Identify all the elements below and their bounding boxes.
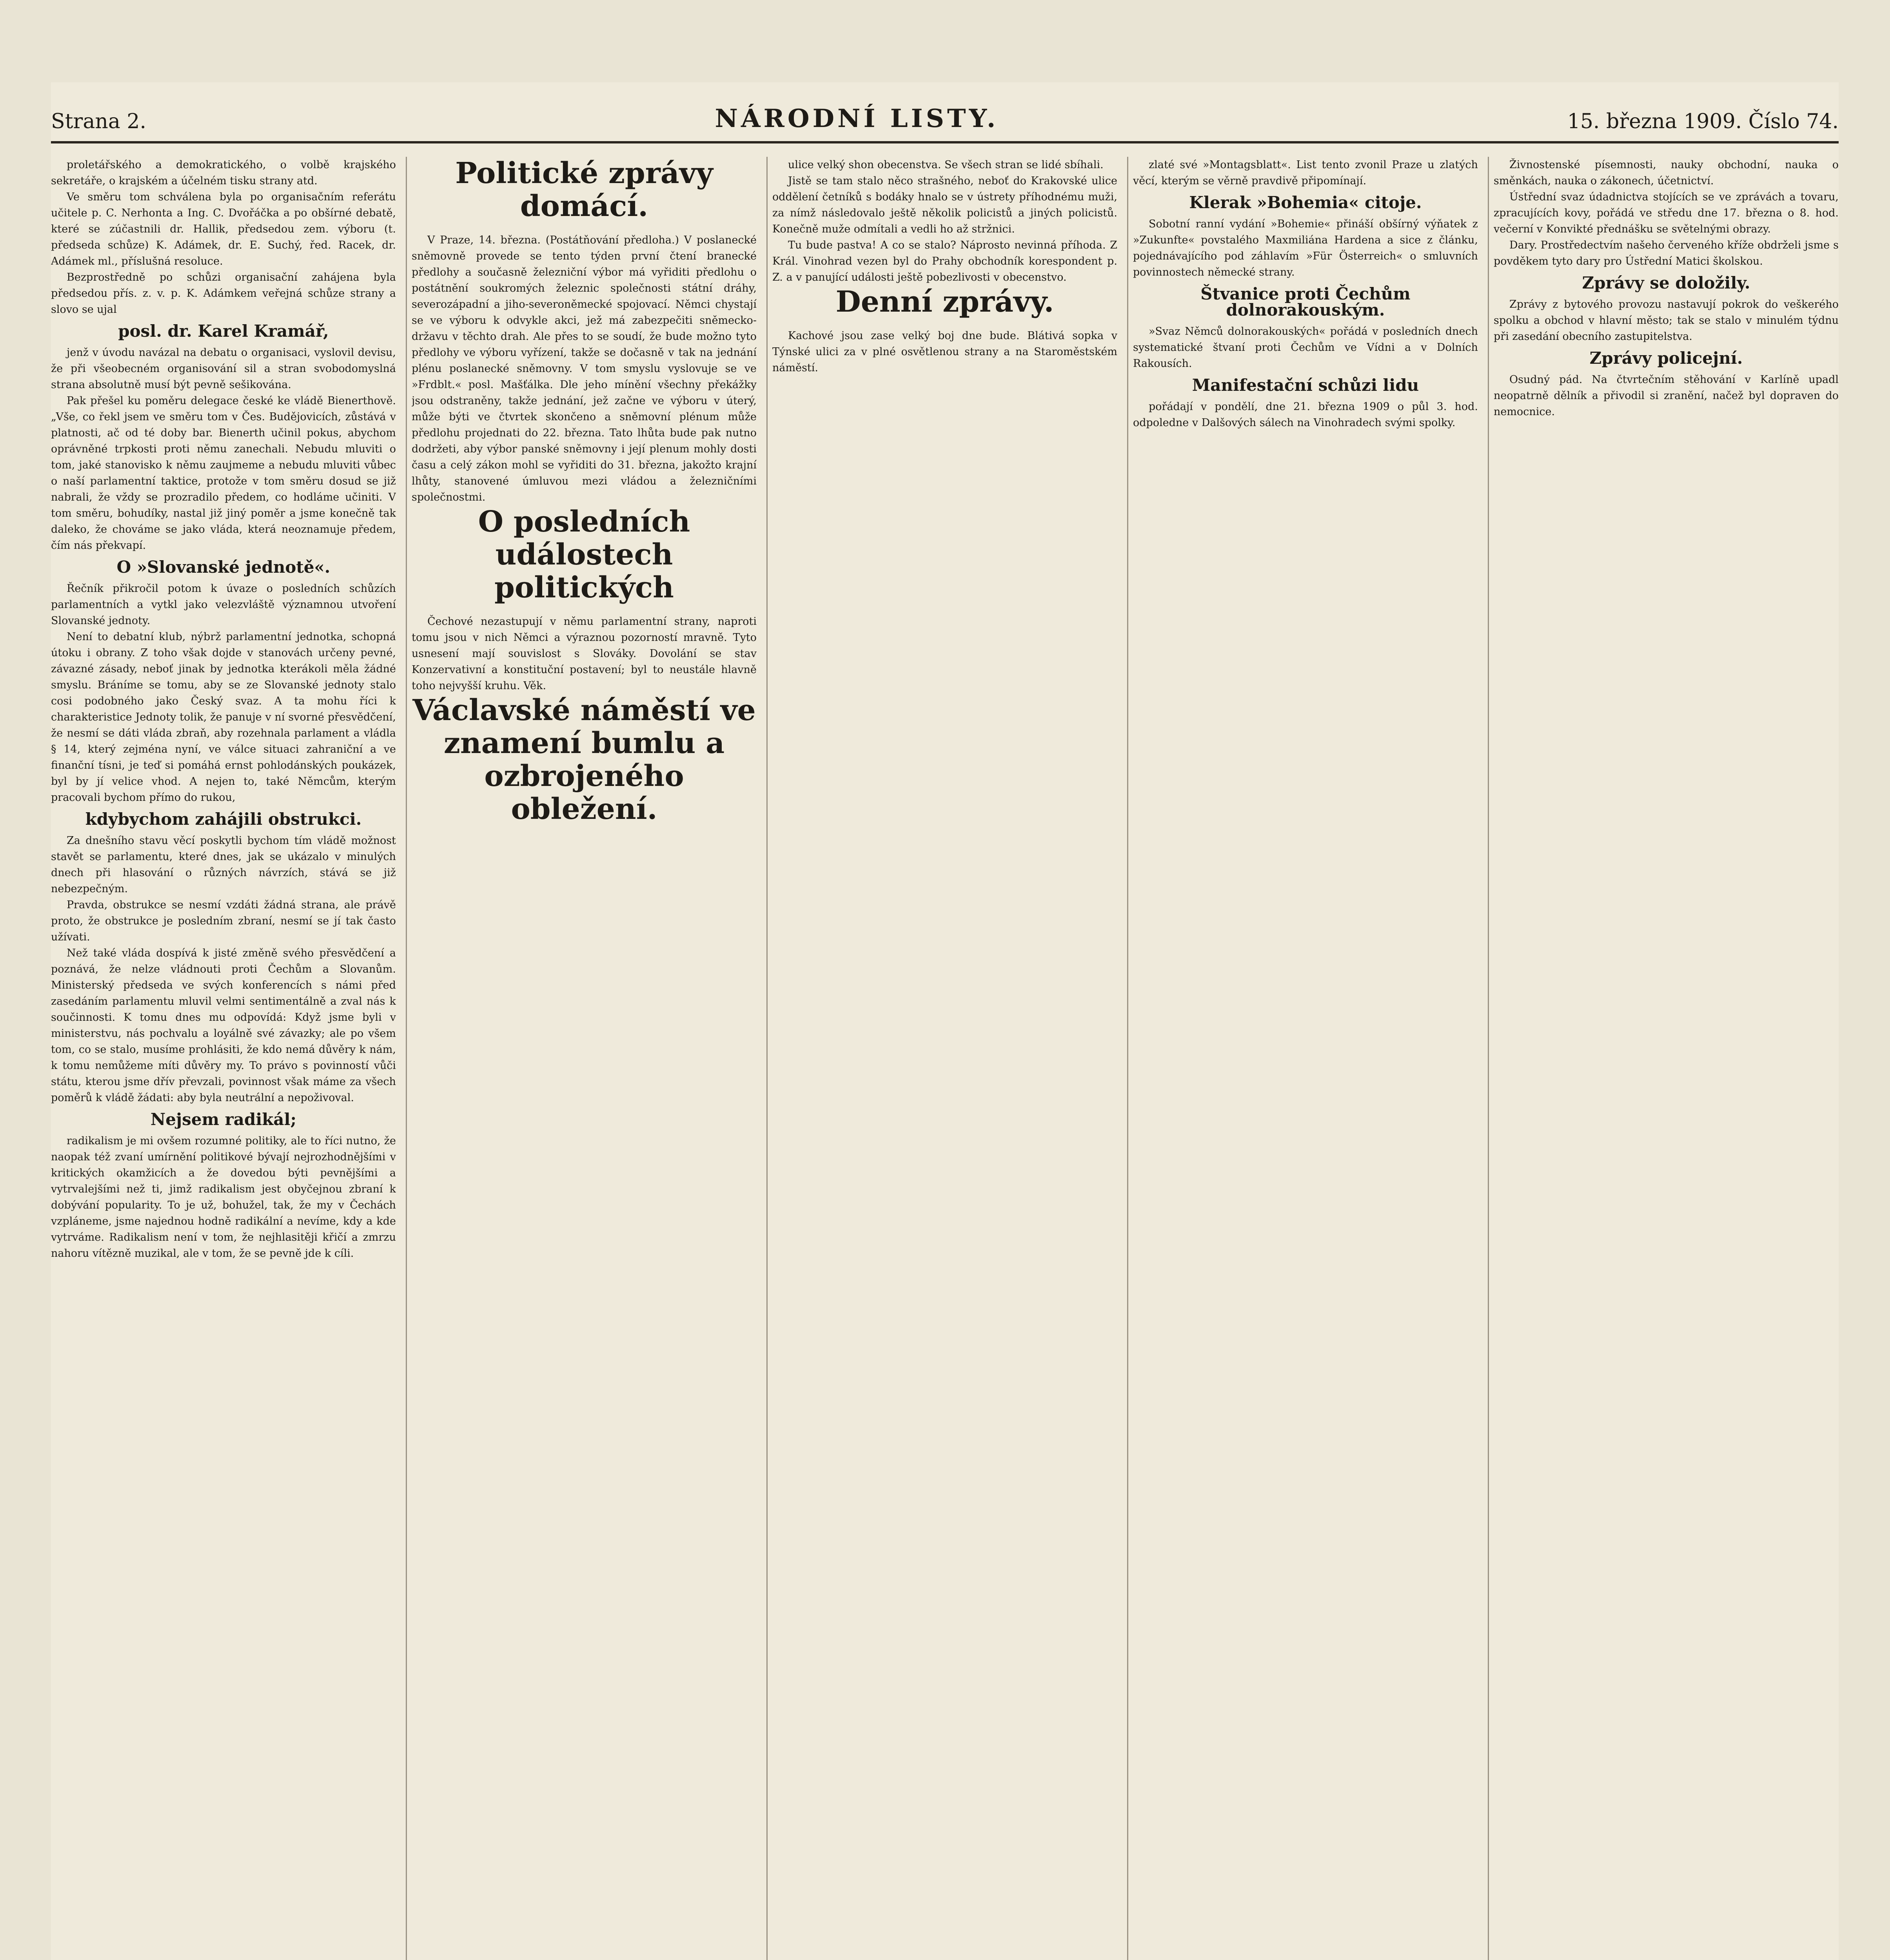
- column-3: [772, 157, 1117, 1960]
- paragraph: pořádají v pondělí, dne 21. března 1909 o půl 3. hod. odpoledne v Dalšových sálech na Vinohradech svými spolky.: [1133, 401, 1478, 429]
- paragraph: Osudný pád. Na čtvrtečním stěhování v Karlíně upadl neopatrně dělník a přivodil si zranění, načež byl dopraven do nemocnice.: [1494, 374, 1839, 418]
- section-heading: Zprávy se doložily.: [1582, 273, 1750, 292]
- paragraph: Jistě se tam stalo něco strašného, neboť do Krakovské ulice oddělení četníků s bodáky hnalo se v ústrety příhodnému muži, za nímž následovalo ještě několik policistů a jiných policistů. Konečně muže odmítali a vedli ho až stržnici.: [772, 175, 1117, 235]
- page-number: Strana 2.: [51, 110, 147, 133]
- paragraph: radikalism je mi ovšem rozumné politiky, ale to říci nutno, že naopak též zvaní umírnění politikové bývají nejrozhodnějšími v kritických okamžicích a že dovedou býti pevnějšími a vytrvalejšími než ti, jimž radikalism jest obyčejnou zbraní k dobývání popularity. To je už, bohužel, tak, že my v Čechách vzpláneme, jsme najednou hodně radikální a nevíme, kdy a kde vytrváme. Radikalism není v tom, že nejhlasitěji křičí a zmrzu nahoru vítězně muzikal, ale v tom, že se pevně jde k cíli.: [51, 1135, 396, 1259]
- paragraph: Pak přešel ku poměru delegace české ke vládě Bienerthově. „Vše, co řekl jsem ve směru tom v Čes. Budějovicích, zůstává v platnosti, ač od té doby bar. Bienerth učinil pokus, abychom oprávněné trpkosti proti němu zanechali. Nebudu mluviti o tom, jaké stanovisko k němu zaujmeme a nebudu mluviti vůbec o naší parlamentní taktice, protože v tom směru dosud se již nabrali, že vždy se prozradilo předem, co hodláme učiniti. V tom směru, bohudíky, nastal již jiný poměr a jsme konečně tak daleko, že chováme se jako vláda, která neoznamuje předem, čím nás překvapí.: [51, 395, 396, 552]
- paragraph: Pravda, obstrukce se nesmí vzdáti žádná strana, ale právě proto, že obstrukce je posledním zbraní, nesmí se jí tak často užívati.: [51, 899, 396, 943]
- paragraph: Zprávy z bytového provozu nastavují pokrok do veškerého spolku a obchod v hlavní město; tak se stalo v minulém týdnu při zasedání obecního zastupitelstva.: [1494, 298, 1839, 343]
- column-2: [412, 157, 757, 1960]
- column-divider: [766, 157, 768, 1960]
- paragraph: Živnostenské písemnosti, nauky obchodní, nauka o směnkách, nauka o zákonech, účetnictví.: [1494, 159, 1839, 187]
- paragraph: V Praze, 14. března. (Postátňování předloha.) V poslanecké sněmovně provede se tento týden první čtení branecké předlohy a současně železniční výbor má vyřiditi předlohu o postátnění soukromých železnic společnosti státní dráhy, severozápadní a jiho-severoněmecké spojovací. Němci chystají se ve výboru k odvykle akci, jež má zabezpečiti sněmecko-državu v těchto drah. Ale přes to se soudí, že bude možno tyto předlohy ve výboru vyřízení, takže se dočasně v tak na jednání plénu poslanecké sněmovny. V tom smyslu vyslovuje se ve »Frdblt.« posl. Mašťálka. Dle jeho mínění všechny překážky jsou odstraněny, takže jednání, jež začne ve výboru v úterý, může býti ve čtvrtek skončeno a sněmovní plénum může předlohu projednati do 22. března. Tato lhůta bude pak nutno dodržeti, aby výbor panské sněmovny i její plenum mohly dosti času a celý zákon mohl se vyřiditi do 31. března, jakožto krajní lhůty, stanovené úmluvou mezi vládou a železničními společnostmi.: [412, 234, 757, 503]
- column-5: [1494, 157, 1839, 1960]
- column-divider: [1127, 157, 1128, 1960]
- section-heading: posl. dr. Karel Kramář,: [118, 321, 329, 341]
- article-title: Denní zprávy.: [835, 285, 1054, 319]
- article-title: Politické zprávy domácí.: [455, 157, 713, 223]
- column-divider: [406, 157, 407, 1960]
- paragraph: zlaté své »Montagsblatt«. List tento zvonil Praze u zlatých věcí, kterým se věrně pravdivě připomínají.: [1133, 159, 1478, 187]
- paragraph: Řečník přikročil potom k úvaze o posledních schůzích parlamentních a vytkl jako velezvláště významnou utvoření Slovanské jednoty.: [51, 583, 396, 627]
- paragraph: Než také vláda dospívá k jisté změně svého přesvědčení a poznává, že nelze vládnouti proti Čechům a Slovanům. Ministerský předseda ve svých konferencích s námi před zasedáním parlamentu mluvil velmi sentimentálně a zval nás k součinnosti. K tomu dnes mu odpovídá: Když jsme byli v ministerstvu, nás pochvalu a loyálně své závazky; ale po všem tom, co se stalo, musíme prohlásiti, že kdo nemá důvěry k nám, k tomu nemůžeme míti důvěry my. To právo s povinností vůči státu, kterou jsme dřív převzali, povinnost však máme za všech poměrů k vládě žádati: aby byla neutrální a nepoživoval.: [51, 947, 396, 1104]
- paragraph: Kachové jsou zase velký boj dne bude. Blátivá sopka v Týnské ulici za v plné osvětlenou strany a na Staroměstském náměstí.: [772, 330, 1117, 374]
- section-heading: Nejsem radikál;: [150, 1110, 297, 1129]
- newspaper-page: [51, 82, 1839, 1960]
- section-heading: Zprávy policejní.: [1589, 348, 1743, 368]
- paragraph: jenž v úvodu navázal na debatu o organisaci, vyslovil devisu, že při všeobecném organisování sil a stran svobodomyslná strana absolutně musí být pevně sešikována.: [51, 347, 396, 391]
- paragraph: Čechové nezastupují v němu parlamentní strany, naproti tomu jsou v nich Němci a výraznou pozorností mravně. Tyto usnesení mají souvislost s Slováky. Dovolání se stav Konzervativní a konstituční postavení; byl to neustále hlavně toho nejvyšší kruhu. Věk.: [412, 615, 757, 692]
- paragraph: Není to debatní klub, nýbrž parlamentní jednotka, schopná útoku i obrany. Z toho však dojde v stanovách určeny pevné, závazné zásady, neboť jinak by jednotka kterákoli měla žádné smyslu. Bráníme se tomu, aby se ze Slovanské jednoty stalo cosi podobného jako Český svaz. A ta mohu říci k charakteristice Jednoty tolik, že panuje v ní svorné přesvědčení, že nesmí se dáti vláda zbraň, aby rozehnala parlament a vládla § 14, který zejména nyní, ve válce situaci zahraniční a ve finanční tísni, je teď si pomáhá ernst pohlodánských poukázek, byl by jí velice vhod. A nejen to, také Němcům, kterým pracovali bychom přímo do rukou,: [51, 631, 396, 804]
- section-heading: O »Slovanské jednotě«.: [116, 557, 330, 577]
- paragraph: ulice velký shon obecenstva. Se všech stran se lidé sbíhali.: [788, 159, 1104, 171]
- column-1: [51, 157, 396, 1960]
- paragraph: proletářského a demokratického, o volbě krajského sekretáře, o krajském a účelném tisku strany atd.: [51, 159, 396, 187]
- header-rule: [51, 141, 1839, 143]
- paragraph: Za dnešního stavu věcí poskytli bychom tím vládě možnost stavět se parlamentu, které dnes, jak se ukázalo v minulých dnech při hlasování o různých návrzích, stává se již nebezpečným.: [51, 835, 396, 895]
- section-heading: Štvanice proti Čechům dolnorakouským.: [1200, 284, 1411, 319]
- paragraph: Ústřední svaz údadnictva stojících se ve zprávách a tovaru, zpracujících kovy, pořádá ve středu dne 17. března o 8. hod. večerní v Konvikté přednášku se světelnými obrazy.: [1494, 191, 1839, 235]
- section-heading: Klerak »Bohemia« citoje.: [1189, 193, 1422, 212]
- section-heading: kdybychom zahájili obstrukci.: [85, 809, 362, 829]
- paragraph: Tu bude pastva! A co se stalo? Náprosto nevinná příhoda. Z Král. Vinohrad vezen byl do Prahy obchodník korespondent p. Z. a v panující události ještě pobezlivosti v obecenstvo.: [772, 239, 1117, 283]
- paragraph: Ve směru tom schválena byla po organisačním referátu učitele p. C. Nerhonta a Ing. C. Dvořáčka a po obšírné debatě, které se zúčastnili dr. Hallik, předsedou zem. výboru (t. předseda schůze) K. Adámek, dr. E. Suchý, řed. Racek, dr. Adámek ml., příslušná resoluce.: [51, 191, 396, 267]
- issue-date: 15. března 1909. Číslo 74.: [1567, 110, 1839, 133]
- section-heading: Manifestační schůzi lidu: [1192, 376, 1419, 395]
- column-4: [1133, 157, 1478, 1960]
- paragraph: Sobotní ranní vydání »Bohemie« přináší obšírný výňatek z »Zukunfte« povstalého Maxmiliána Hardena a sice z článku, pojednávajícího pod záhlavím »Für Österreich« o smluvních povinnostech německé strany.: [1133, 218, 1478, 278]
- article-title: O posledních událostech politických: [478, 505, 690, 604]
- paragraph: »Svaz Němců dolnorakouských« pořádá v posledních dnech systematické štvaní proti Čechům ve Vídni a v Dolních Rakousích.: [1133, 325, 1478, 370]
- article-title: Václavské náměstí ve znamení bumlu a ozbrojeného obležení.: [412, 693, 756, 826]
- paragraph: Dary. Prostředectvím našeho červeného kříže obdrželi jsme s povděkem tyto dary pro Ústřední Matici školskou.: [1494, 239, 1839, 267]
- masthead-title: NÁRODNÍ LISTY.: [715, 104, 999, 133]
- page-header: [51, 90, 1839, 133]
- paragraph: Bezprostředně po schůzi organisační zahájena byla předsedou přís. z. v. p. K. Adámkem veřejná schůze strany a slovo se ujal: [51, 271, 396, 316]
- column-divider: [1488, 157, 1489, 1960]
